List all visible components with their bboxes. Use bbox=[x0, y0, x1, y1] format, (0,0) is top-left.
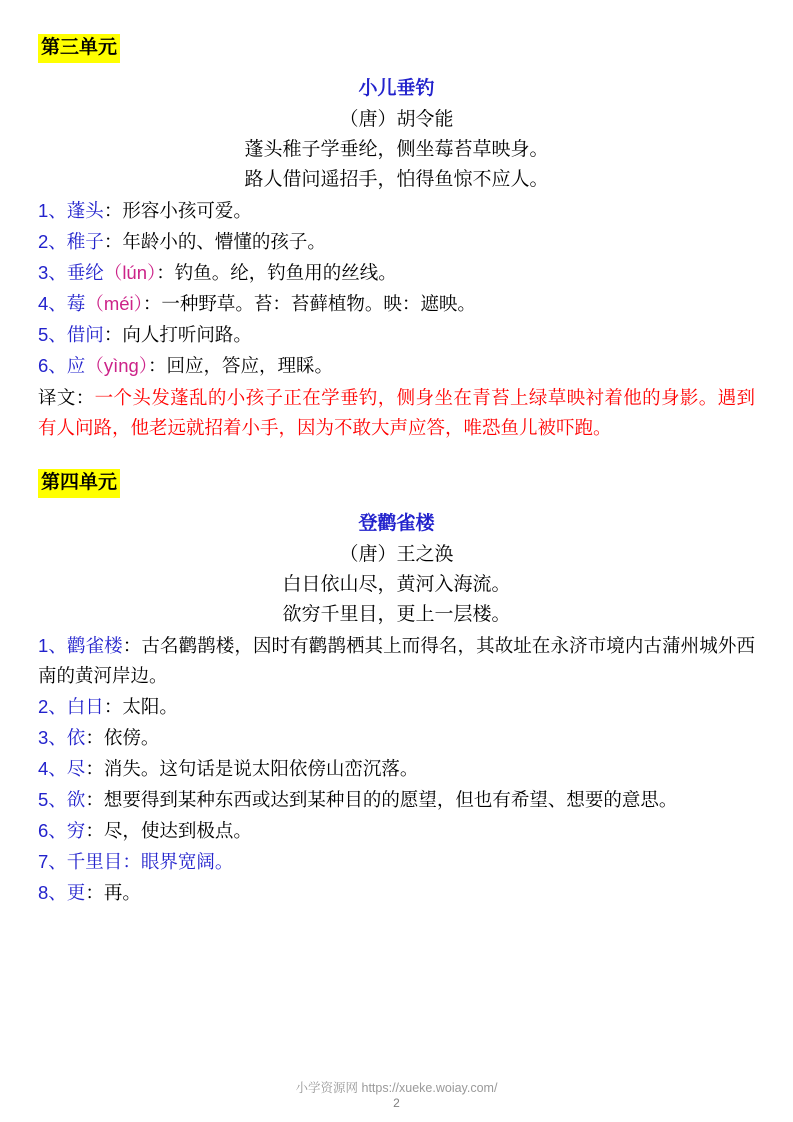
poem-author-3: （唐）胡令能 bbox=[339, 109, 454, 131]
note-number: 4、 bbox=[38, 293, 67, 315]
unit-section-3 bbox=[38, 34, 755, 443]
note-item bbox=[38, 692, 755, 722]
note-number: 4、 bbox=[38, 758, 67, 780]
note-item bbox=[38, 631, 755, 691]
poem-title-4: 登鹳雀楼 bbox=[358, 512, 435, 534]
note-term: 更 bbox=[66, 882, 86, 904]
note-term: 蓬头 bbox=[66, 200, 104, 222]
note-term: 穷 bbox=[66, 820, 86, 842]
note-number: 6、 bbox=[38, 355, 67, 377]
note-pinyin: （méi） bbox=[85, 293, 143, 315]
note-item bbox=[38, 351, 755, 381]
poem-line-3-1: 蓬头稚子学垂纶，侧坐莓苔草映身。 bbox=[244, 138, 549, 160]
note-explanation: ：消失。这句话是说太阳依傍山峦沉落。 bbox=[85, 758, 419, 780]
note-explanation: ：形容小孩可爱。 bbox=[103, 200, 252, 222]
note-explanation: ：眼界宽阔。 bbox=[122, 851, 234, 873]
note-number: 2、 bbox=[38, 231, 67, 253]
unit-heading-4: 第四单元 bbox=[38, 469, 120, 498]
translation-block bbox=[38, 383, 755, 443]
note-term: 稚子 bbox=[66, 231, 104, 253]
note-term: 借问 bbox=[66, 324, 104, 346]
note-explanation: ：回应，答应，理睬。 bbox=[148, 355, 334, 377]
note-term: 依 bbox=[66, 727, 86, 749]
note-item bbox=[38, 816, 755, 846]
poem-line-4-1: 白日依山尽，黄河入海流。 bbox=[282, 573, 511, 595]
note-item bbox=[38, 754, 755, 784]
note-term: 白日 bbox=[66, 696, 104, 718]
translation-label: 译文： bbox=[38, 387, 95, 409]
note-term: 应 bbox=[66, 355, 86, 377]
note-explanation: ：一种野草。苔：苔藓植物。映：遮映。 bbox=[142, 293, 476, 315]
note-number: 8、 bbox=[38, 882, 67, 904]
note-number: 2、 bbox=[38, 696, 67, 718]
footer-watermark: 小学资源网 https://xueke.woiay.com/ bbox=[295, 1081, 498, 1095]
note-number: 6、 bbox=[38, 820, 67, 842]
note-explanation: ：向人打听问路。 bbox=[103, 324, 252, 346]
note-explanation: ：钓鱼。纶，钓鱼用的丝线。 bbox=[156, 262, 397, 284]
note-item bbox=[38, 227, 755, 257]
note-term: 鹳雀楼 bbox=[66, 635, 123, 657]
note-number: 1、 bbox=[38, 635, 67, 657]
note-item bbox=[38, 878, 755, 908]
note-item bbox=[38, 785, 755, 815]
poem-line-3-2: 路人借问遥招手，怕得鱼惊不应人。 bbox=[244, 168, 549, 190]
unit-heading-3: 第三单元 bbox=[38, 34, 120, 63]
note-number: 5、 bbox=[38, 789, 67, 811]
note-item bbox=[38, 723, 755, 753]
note-explanation: ：再。 bbox=[85, 882, 141, 904]
note-number: 5、 bbox=[38, 324, 67, 346]
note-term: 千里目 bbox=[66, 851, 123, 873]
note-number: 3、 bbox=[38, 727, 67, 749]
note-item bbox=[38, 847, 755, 877]
note-item bbox=[38, 258, 755, 288]
note-item bbox=[38, 289, 755, 319]
note-pinyin: （yìng） bbox=[85, 355, 149, 377]
note-explanation: ：太阳。 bbox=[103, 696, 178, 718]
note-explanation: ：想要得到某种东西或达到某种目的的愿望，但也有希望、想要的意思。 bbox=[85, 789, 678, 811]
note-term: 莓 bbox=[66, 293, 86, 315]
note-number: 7、 bbox=[38, 851, 67, 873]
page-number: 2 bbox=[393, 1096, 400, 1110]
poem-title-3: 小儿垂钓 bbox=[358, 77, 435, 99]
note-term: 尽 bbox=[66, 758, 86, 780]
note-item bbox=[38, 320, 755, 350]
unit-section-4 bbox=[38, 469, 755, 908]
note-number: 3、 bbox=[38, 262, 67, 284]
note-term: 垂纶 bbox=[66, 262, 104, 284]
poem-line-4-2: 欲穷千里目，更上一层楼。 bbox=[282, 604, 511, 626]
note-pinyin: （lún） bbox=[103, 262, 157, 284]
poem-author-4: （唐）王之涣 bbox=[339, 544, 454, 566]
note-explanation: ：依傍。 bbox=[85, 727, 160, 749]
note-explanation: ：年龄小的、懵懂的孩子。 bbox=[103, 231, 326, 253]
translation-text: 一个头发蓬乱的小孩子正在学垂钓，侧身坐在青苔上绿草映衬着他的身影。遇到有人问路，他老远就招着小手，因为不敢大声应答，唯恐鱼儿被吓跑。 bbox=[38, 387, 755, 439]
note-explanation: ：古名鹳鹊楼，因时有鹳鹊栖其上而得名，其故址在永济市境内古蒲州城外西南的黄河岸边。 bbox=[38, 635, 755, 687]
note-number: 1、 bbox=[38, 200, 67, 222]
note-term: 欲 bbox=[66, 789, 86, 811]
note-item bbox=[38, 196, 755, 226]
note-explanation: ：尽，使达到极点。 bbox=[85, 820, 252, 842]
